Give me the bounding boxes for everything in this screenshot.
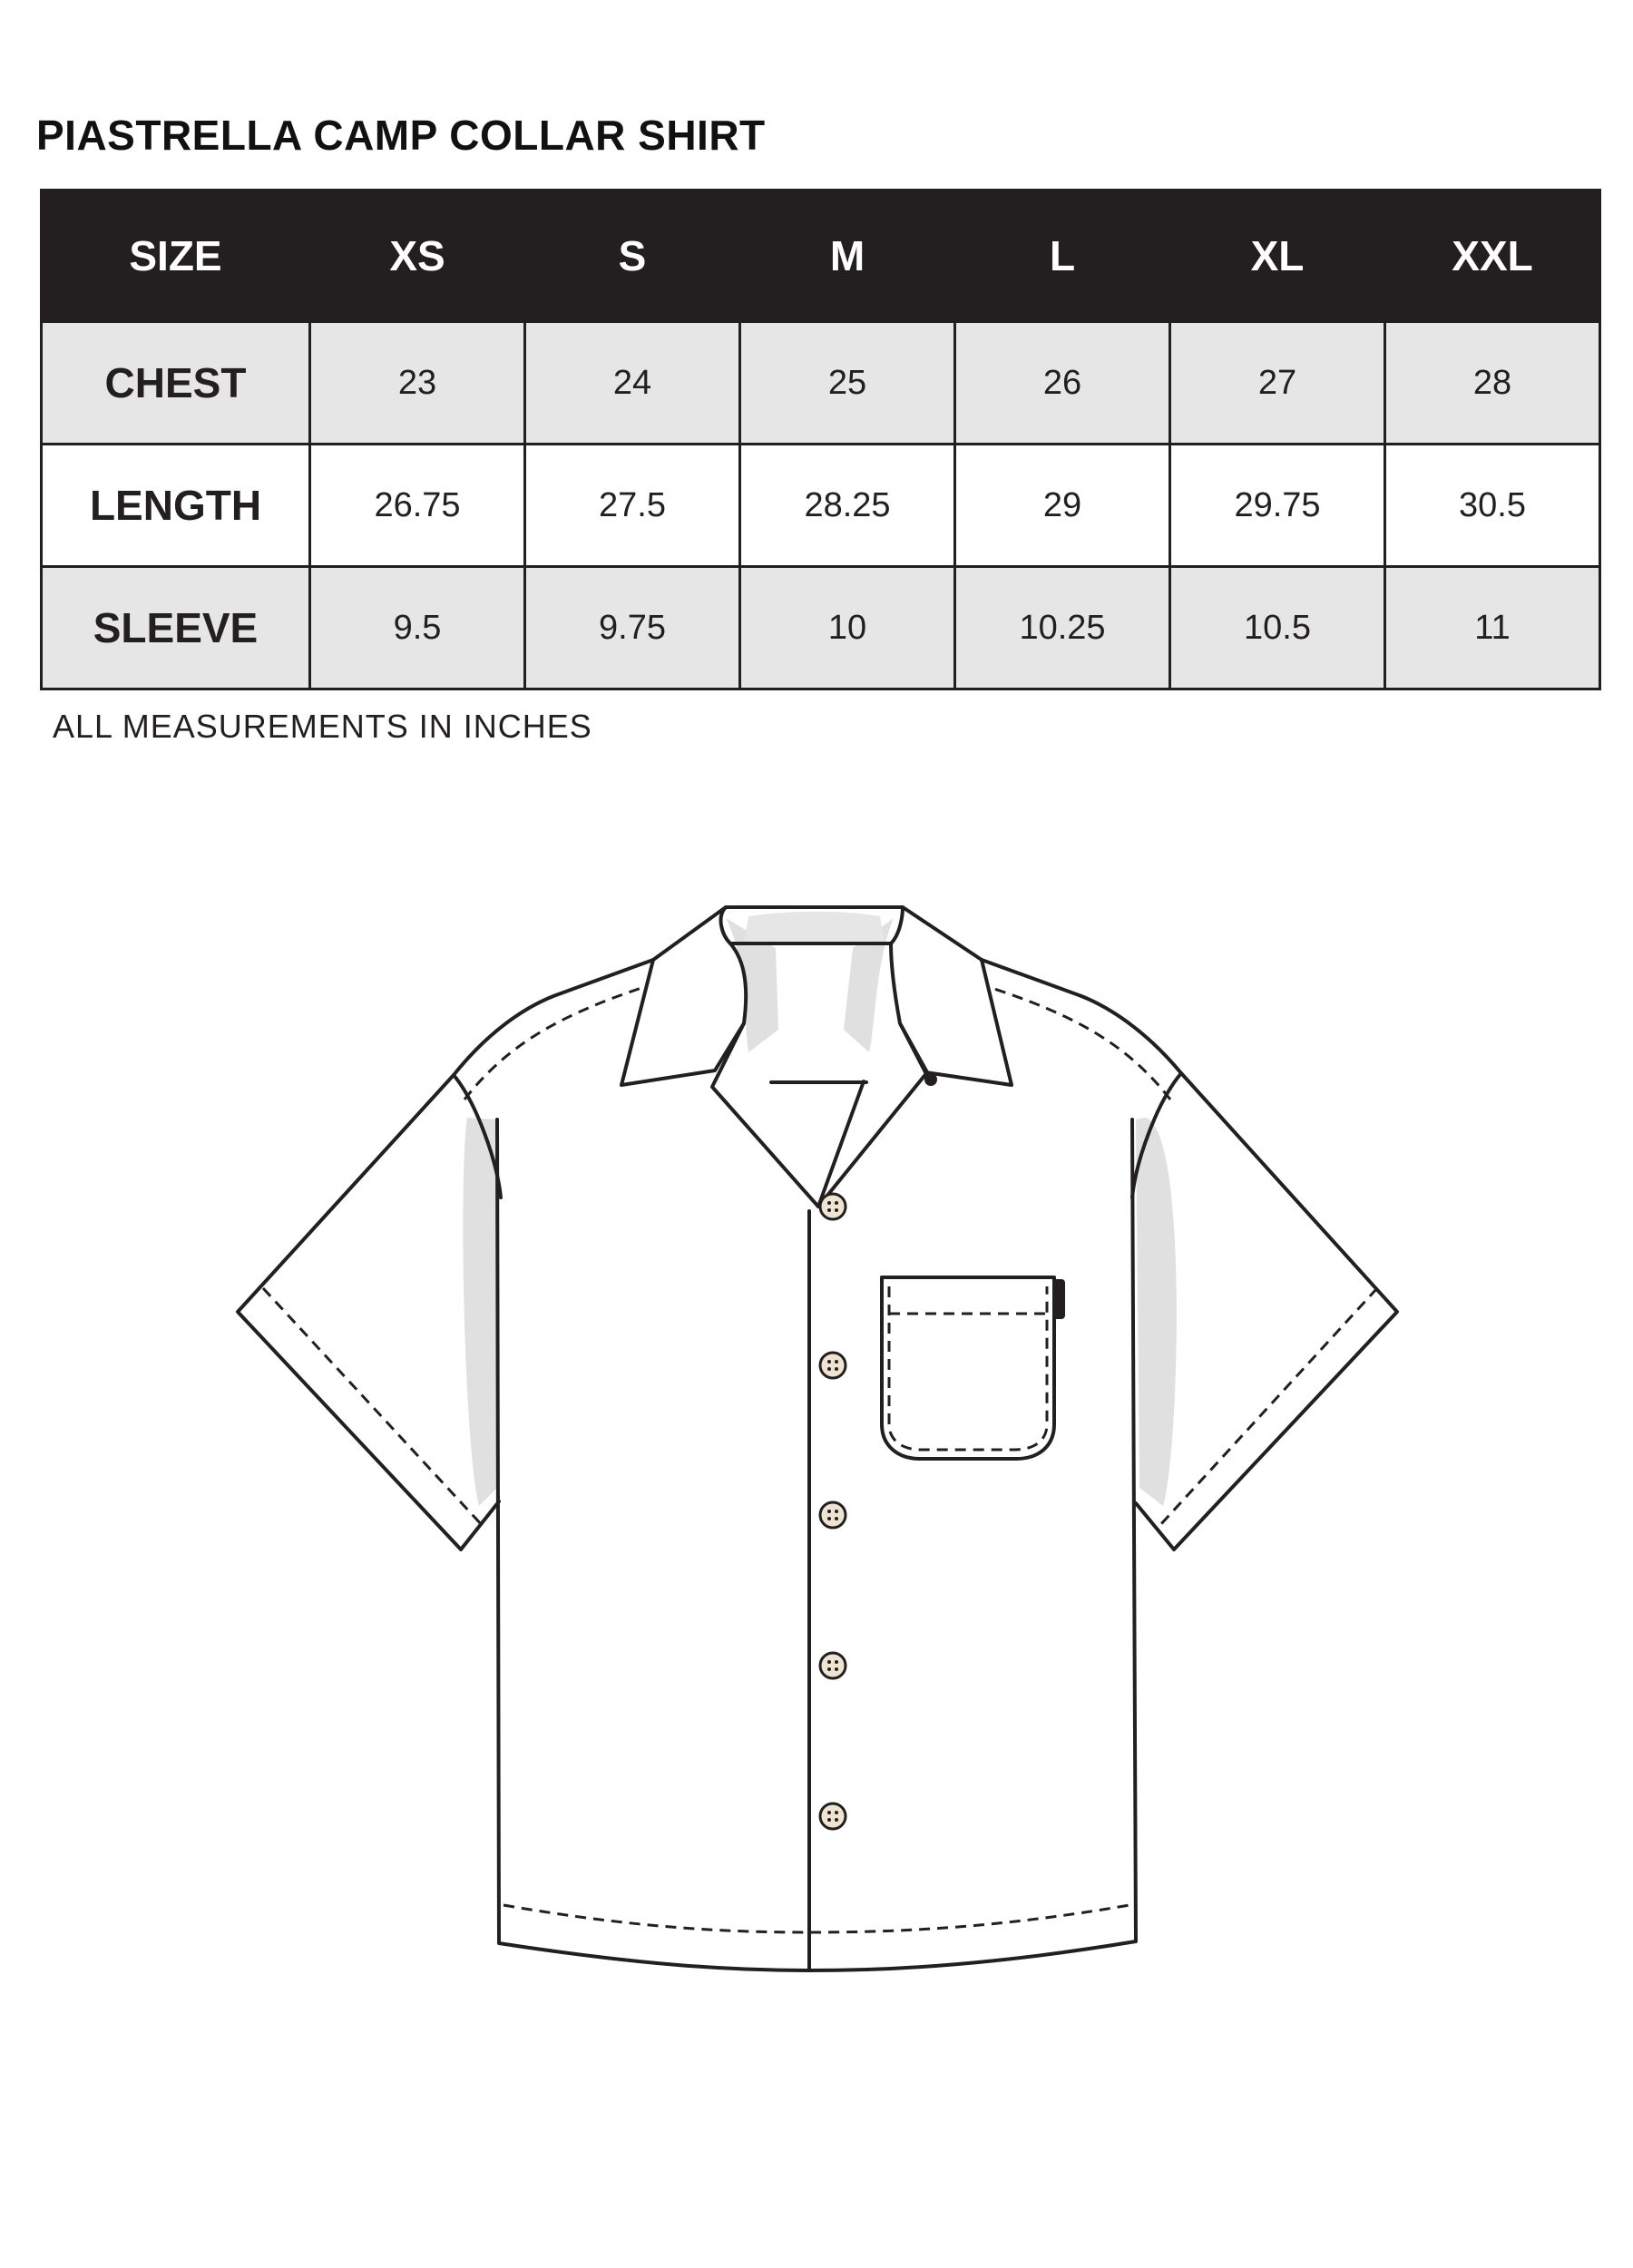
header-xxl: XXL xyxy=(1385,191,1600,322)
table-cell: 26.75 xyxy=(310,445,525,567)
shirt-body-outline xyxy=(497,1119,1136,1970)
table-cell: 29 xyxy=(955,445,1170,567)
header-xs: XS xyxy=(310,191,525,322)
table-cell: 23 xyxy=(310,322,525,445)
left-shoulder-stitch xyxy=(464,987,644,1100)
table-cell: 27 xyxy=(1170,322,1385,445)
button-icon xyxy=(820,1502,846,1528)
table-cell: 27.5 xyxy=(525,445,740,567)
chart-title: PIASTRELLA CAMP COLLAR SHIRT xyxy=(36,112,766,159)
lapel-fold xyxy=(818,1081,864,1207)
inner-neck-shade xyxy=(744,912,885,943)
table-cell: 10.25 xyxy=(955,567,1170,689)
table-cell: 30.5 xyxy=(1385,445,1600,567)
row-label-length: LENGTH xyxy=(42,445,310,567)
collar-loop xyxy=(924,1073,937,1086)
table-cell: 11 xyxy=(1385,567,1600,689)
header-m: M xyxy=(740,191,955,322)
buttons xyxy=(820,1194,846,1829)
left-shoulder xyxy=(454,960,653,1075)
table-cell: 10.5 xyxy=(1170,567,1385,689)
button-icon xyxy=(820,1804,846,1829)
header-xl: XL xyxy=(1170,191,1385,322)
header-size: SIZE xyxy=(42,191,310,322)
measurement-note: ALL MEASUREMENTS IN INCHES xyxy=(53,708,592,745)
button-icon xyxy=(820,1194,846,1219)
table-cell: 26 xyxy=(955,322,1170,445)
table-cell: 25 xyxy=(740,322,955,445)
button-icon xyxy=(820,1353,846,1378)
right-shoulder xyxy=(982,960,1181,1073)
table-cell: 29.75 xyxy=(1170,445,1385,567)
header-s: S xyxy=(525,191,740,322)
chest-pocket xyxy=(882,1277,1054,1459)
table-cell: 9.5 xyxy=(310,567,525,689)
hem-stitch xyxy=(504,1905,1129,1932)
row-label-chest: CHEST xyxy=(42,322,310,445)
pocket-label-tab xyxy=(1052,1279,1065,1319)
table-cell: 24 xyxy=(525,322,740,445)
pocket-side-stitch xyxy=(889,1286,1047,1450)
left-sleeve-hem-stitch xyxy=(263,1288,483,1526)
right-shoulder-stitch xyxy=(989,987,1170,1100)
right-sleeve-shadow xyxy=(1136,1118,1177,1506)
lapels xyxy=(712,1023,927,1207)
right-sleeve-hem-stitch xyxy=(1159,1288,1377,1526)
left-sleeve-outline xyxy=(238,1075,499,1549)
table-cell: 10 xyxy=(740,567,955,689)
header-l: L xyxy=(955,191,1170,322)
table-cell: 9.75 xyxy=(525,567,740,689)
table-cell: 28 xyxy=(1385,322,1600,445)
table-cell: 28.25 xyxy=(740,445,955,567)
button-icon xyxy=(820,1653,846,1678)
row-label-sleeve: SLEEVE xyxy=(42,567,310,689)
left-sleeve-shadow xyxy=(463,1118,497,1506)
